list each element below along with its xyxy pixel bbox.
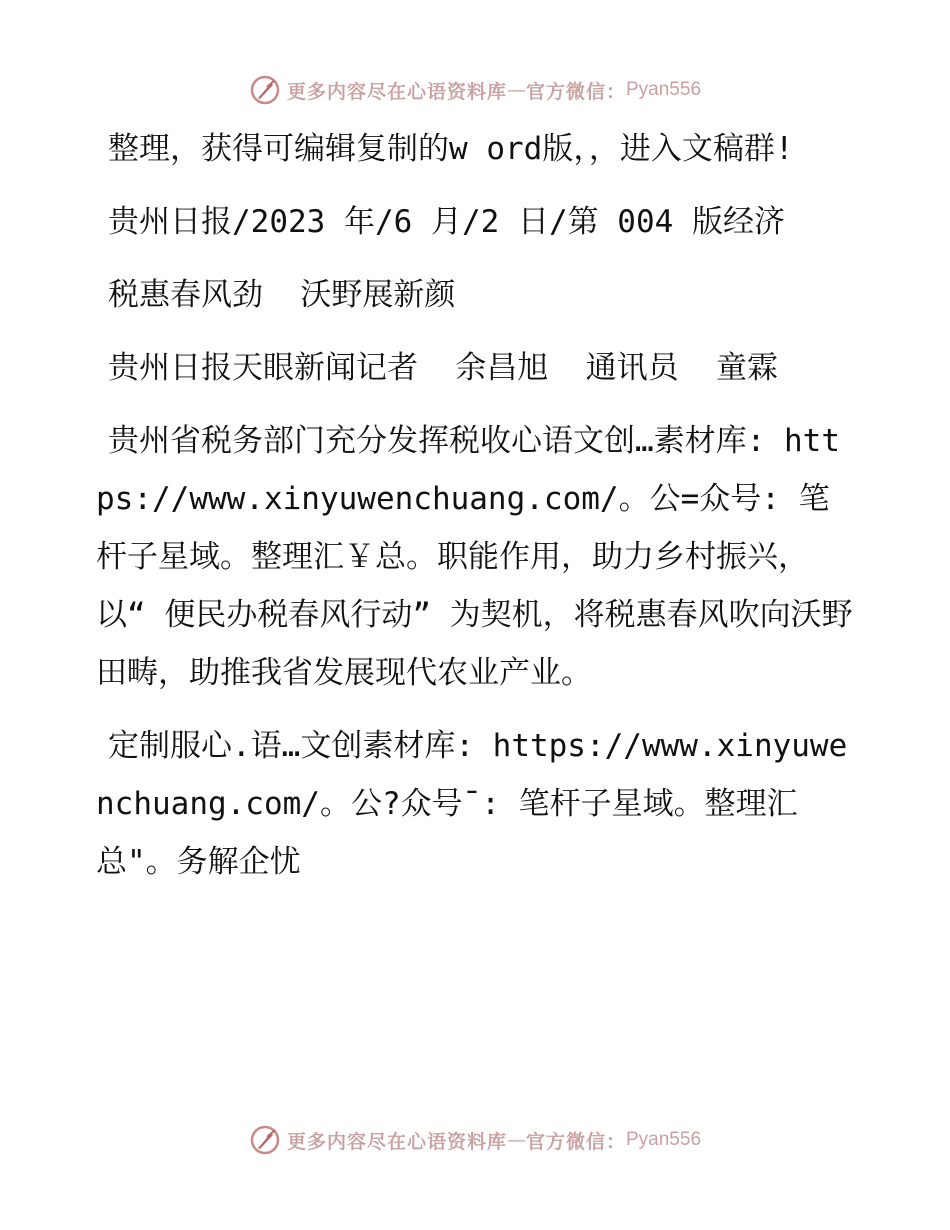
banner-slogan: 更多内容尽在心语资料库 <box>286 1130 507 1153</box>
byline: 贵州日报天眼新闻记者 余昌旭 通讯员 童霖 <box>108 350 778 386</box>
header-banner <box>0 70 950 110</box>
body-paragraph: 贵州省税务部门充分发挥税收心语文创…素材库: https://www.xinyuwenchuang.com/。公=众号: 笔杆子星域。整理汇￥总。职能作用，助力乡村振兴，以“ 便民办税春风行动” 为契机，将税惠春风吹向沃野田畴，助推我省发展现代农业产业。 <box>96 423 853 691</box>
footer-banner <box>0 1120 950 1160</box>
banner-wechat-id: Pyan556 <box>626 79 702 100</box>
banner-contact-label: 官方微信： <box>525 1130 626 1153</box>
quill-pen-icon <box>249 1124 281 1156</box>
source-line: 贵州日报/2023 年/6 月/2 日/第 004 版经济 <box>108 204 785 240</box>
banner-contact-label: 官方微信： <box>525 80 626 103</box>
banner-slogan: 更多内容尽在心语资料库 <box>286 80 507 103</box>
banner-wechat-id: Pyan556 <box>626 1129 702 1150</box>
banner-separator: — <box>506 79 526 101</box>
quill-pen-icon <box>249 74 281 106</box>
body-paragraph: 定制服心.语…文创素材库: https://www.xinyuwenchuang.com/。公?众号¯: 笔杆子星域。整理汇总"。务解企忧 <box>96 728 848 880</box>
document-body <box>96 120 856 906</box>
banner-separator: — <box>506 1129 526 1151</box>
intro-note: 整理，获得可编辑复制的w ord版，，进入文稿群! <box>108 131 794 167</box>
article-title: 税惠春风劲 沃野展新颜 <box>108 277 456 313</box>
